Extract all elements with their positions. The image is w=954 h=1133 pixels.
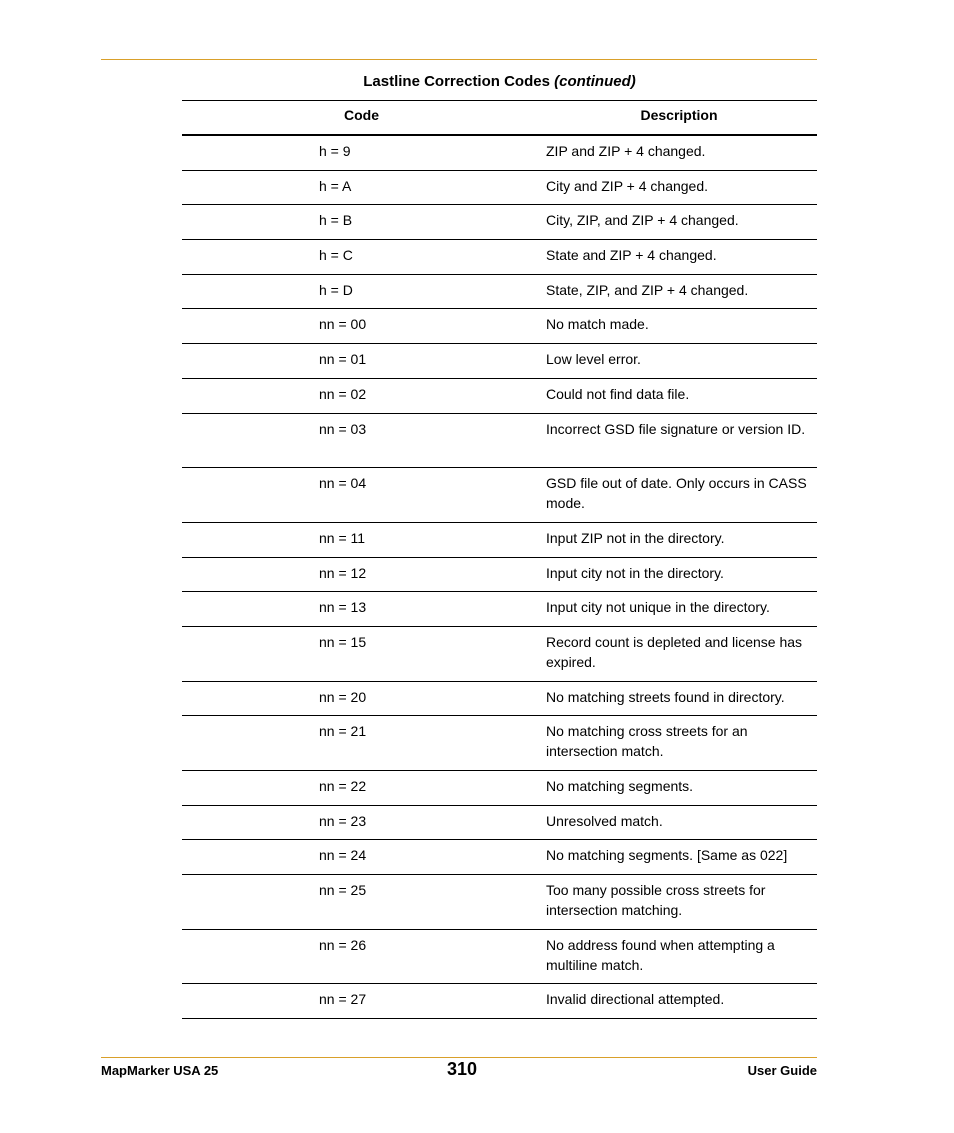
description-cell: ZIP and ZIP + 4 changed.: [546, 143, 706, 159]
description-cell: City, ZIP, and ZIP + 4 changed.: [546, 212, 739, 229]
correction-codes-table: [182, 100, 817, 1019]
description-cell: Too many possible cross streets for intersection matching.: [546, 882, 766, 919]
code-cell: nn = 25: [319, 882, 367, 899]
description-cell: No match made.: [546, 316, 649, 333]
table-row: [182, 171, 817, 206]
code-cell: nn = 27: [319, 991, 367, 1008]
table-row: [182, 930, 817, 985]
code-cell: nn = 23: [319, 812, 367, 829]
description-cell: Record count is depleted and license has expired.: [546, 633, 803, 670]
page-number: 310: [446, 1059, 478, 1079]
table-row: [182, 984, 817, 1019]
table-row: [182, 275, 817, 310]
description-cell: State, ZIP, and ZIP + 4 changed.: [546, 281, 749, 298]
description-cell: No matching streets found in directory.: [546, 688, 785, 705]
table-row: [182, 240, 817, 275]
description-cell: Input city not unique in the directory.: [546, 599, 770, 616]
table-row: [182, 468, 817, 523]
table-row: [182, 136, 817, 171]
description-cell: Input ZIP not in the directory.: [546, 529, 725, 546]
table-row: [182, 840, 817, 875]
description-cell: Incorrect GSD file signature or version ID.: [546, 420, 806, 437]
description-cell: City and ZIP + 4 changed.: [546, 177, 709, 194]
code-cell: nn = 21: [319, 723, 367, 740]
code-cell: nn = 22: [319, 778, 367, 794]
code-cell: nn = 15: [319, 633, 367, 650]
code-cell: nn = 13: [319, 599, 367, 616]
table-row: [182, 875, 817, 930]
description-cell: GSD file out of date. Only occurs in CASS mode.: [546, 475, 807, 512]
table-row: [182, 309, 817, 344]
description-cell: No address found when attempting a multiline match.: [546, 936, 775, 973]
code-cell: nn = 26: [319, 936, 367, 953]
table-row: [182, 627, 817, 682]
table-row: [182, 558, 817, 593]
code-cell: nn = 11: [319, 529, 366, 546]
table-row: [182, 344, 817, 379]
code-cell: h = C: [319, 247, 353, 264]
code-cell: nn = 24: [319, 847, 367, 864]
code-cell: h = A: [319, 177, 352, 194]
footer-guide-name: User Guide: [747, 1063, 817, 1078]
table-row: [182, 716, 817, 771]
table-row: [182, 414, 817, 469]
code-cell: nn = 01: [319, 351, 367, 368]
code-cell: nn = 20: [319, 688, 367, 705]
description-cell: Unresolved match.: [546, 812, 663, 829]
code-cell: nn = 00: [319, 316, 367, 333]
table-title-text: Lastline Correction Codes: [363, 73, 550, 90]
code-cell: nn = 04: [319, 475, 367, 492]
description-cell: Input city not in the directory.: [546, 564, 724, 581]
code-cell: h = D: [319, 281, 353, 298]
table-row: [182, 771, 817, 806]
code-cell: h = B: [319, 212, 353, 229]
table-header-row: [182, 101, 817, 136]
description-cell: No matching cross streets for an intersection match.: [546, 723, 748, 760]
table-row: [182, 592, 817, 627]
table-row: [182, 205, 817, 240]
table-row: [182, 682, 817, 717]
description-cell: No matching segments.: [546, 778, 694, 794]
description-cell: Could not find data file.: [546, 385, 690, 402]
code-cell: nn = 03: [319, 420, 367, 437]
footer-rule: [101, 1057, 817, 1058]
code-cell: h = 9: [319, 143, 351, 159]
table-row: [182, 806, 817, 841]
description-cell: Invalid directional attempted.: [546, 991, 725, 1008]
table-row: [182, 379, 817, 414]
description-cell: No matching segments. [Same as 022]: [546, 847, 788, 864]
table-row: [182, 523, 817, 558]
table-title-continued: (continued): [554, 73, 636, 90]
footer-product-name: MapMarker USA 25: [101, 1063, 219, 1078]
table-title: [182, 72, 817, 92]
description-column-header: Description: [640, 107, 718, 123]
header-rule: [101, 59, 817, 60]
code-cell: nn = 12: [319, 564, 367, 581]
description-cell: Low level error.: [546, 351, 641, 368]
description-cell: State and ZIP + 4 changed.: [546, 247, 717, 264]
code-column-header: Code: [344, 107, 379, 123]
code-cell: nn = 02: [319, 385, 367, 402]
